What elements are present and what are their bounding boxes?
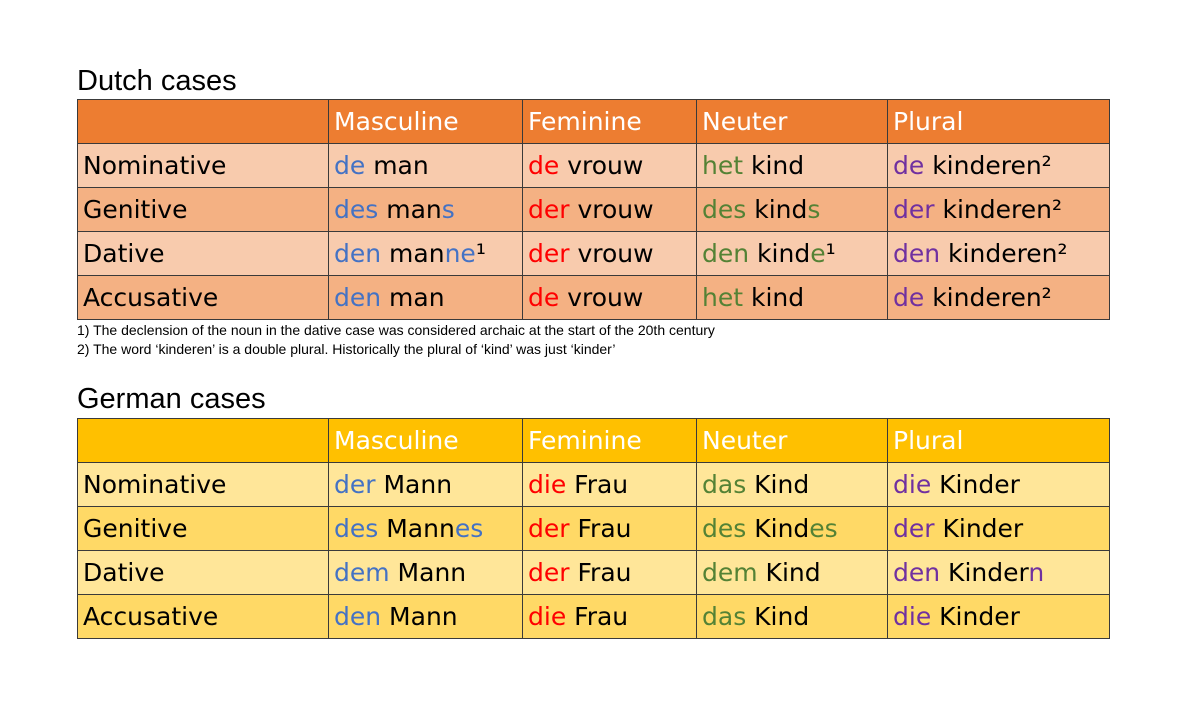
- word-stem: vrouw: [559, 283, 644, 312]
- masculine-ending: ne: [444, 239, 476, 268]
- header-masculine: Masculine: [329, 100, 523, 144]
- masculine-ending: der: [334, 470, 376, 499]
- neuter-ending: das: [702, 470, 747, 499]
- header-corner-cell: [78, 419, 329, 463]
- cell-masculine: [329, 144, 523, 188]
- word-stem: Kind: [757, 558, 821, 587]
- case-label: Nominative: [78, 144, 329, 188]
- cell-neuter: [697, 144, 888, 188]
- cell-masculine: [329, 595, 523, 639]
- header-neuter: Neuter: [697, 419, 888, 463]
- header-row: [78, 419, 1110, 463]
- header-masculine: Masculine: [329, 419, 523, 463]
- cell-neuter: [697, 463, 888, 507]
- cell-feminine: [523, 595, 697, 639]
- german-cases-table: [77, 418, 1110, 639]
- cell-feminine: [523, 507, 697, 551]
- table-row: [78, 463, 1110, 507]
- case-label: Genitive: [78, 507, 329, 551]
- masculine-ending: es: [454, 514, 484, 543]
- feminine-ending: die: [528, 470, 567, 499]
- feminine-ending: de: [528, 151, 560, 180]
- neuter-ending: es: [809, 514, 838, 543]
- word-stem: man: [378, 195, 442, 224]
- case-label: Genitive: [78, 188, 329, 232]
- word-stem: man: [381, 239, 445, 268]
- dutch-cases-table: [77, 99, 1110, 320]
- footnote-2: 2) The word ‘kinderen’ is a double plural. Historically the plural of ‘kind’ was just ‘kinder’: [77, 341, 616, 357]
- word-stem: kind: [743, 151, 805, 180]
- word-stem: ¹: [475, 239, 486, 268]
- cell-feminine: [523, 188, 697, 232]
- word-stem: kinderen²: [924, 283, 1052, 312]
- cell-plural: [888, 144, 1110, 188]
- header-plural: Plural: [888, 419, 1110, 463]
- header-feminine: Feminine: [523, 100, 697, 144]
- table-row: [78, 551, 1110, 595]
- word-stem: vrouw: [569, 195, 654, 224]
- cell-plural: [888, 551, 1110, 595]
- cell-neuter: [697, 595, 888, 639]
- word-stem: Kind: [746, 602, 810, 631]
- cell-feminine: [523, 551, 697, 595]
- feminine-ending: der: [528, 195, 570, 224]
- table-row: [78, 232, 1110, 276]
- word-stem: Kind: [746, 470, 810, 499]
- cell-masculine: [329, 507, 523, 551]
- word-stem: Kinder: [931, 470, 1020, 499]
- word-stem: Frau: [566, 602, 629, 631]
- table-row: [78, 595, 1110, 639]
- case-label: Accusative: [78, 595, 329, 639]
- word-stem: Mann: [381, 602, 458, 631]
- word-stem: Mann: [375, 470, 453, 499]
- word-stem: Mann: [378, 514, 455, 543]
- word-stem: Frau: [569, 514, 632, 543]
- cell-feminine: [523, 276, 697, 320]
- plural-ending: den: [893, 239, 941, 268]
- plural-ending: der: [893, 514, 935, 543]
- cell-neuter: [697, 507, 888, 551]
- neuter-ending: das: [702, 602, 747, 631]
- word-stem: Frau: [566, 470, 629, 499]
- case-label: Dative: [78, 551, 329, 595]
- header-row: [78, 100, 1110, 144]
- cell-feminine: [523, 232, 697, 276]
- masculine-ending: de: [334, 151, 366, 180]
- cell-feminine: [523, 144, 697, 188]
- table-row: [78, 144, 1110, 188]
- german-cases-title: German cases: [77, 383, 266, 415]
- plural-ending: de: [893, 151, 925, 180]
- cell-plural: [888, 232, 1110, 276]
- word-stem: kinderen²: [924, 151, 1052, 180]
- masculine-ending: des: [334, 514, 379, 543]
- neuter-ending: dem: [702, 558, 758, 587]
- cell-neuter: [697, 276, 888, 320]
- dutch-cases-title: Dutch cases: [77, 65, 237, 97]
- cell-masculine: [329, 463, 523, 507]
- neuter-ending: het: [702, 283, 744, 312]
- cell-masculine: [329, 276, 523, 320]
- feminine-ending: der: [528, 239, 570, 268]
- plural-ending: de: [893, 283, 925, 312]
- cell-masculine: [329, 188, 523, 232]
- word-stem: ¹: [825, 239, 836, 268]
- masculine-ending: den: [334, 602, 382, 631]
- word-stem: Kinder: [931, 602, 1020, 631]
- case-label: Nominative: [78, 463, 329, 507]
- neuter-ending: e: [810, 239, 826, 268]
- word-stem: kind: [743, 283, 805, 312]
- cell-feminine: [523, 463, 697, 507]
- table-row: [78, 507, 1110, 551]
- masculine-ending: dem: [334, 558, 390, 587]
- word-stem: vrouw: [569, 239, 654, 268]
- neuter-ending: s: [807, 195, 821, 224]
- word-stem: kinderen²: [934, 195, 1062, 224]
- cell-neuter: [697, 232, 888, 276]
- header-feminine: Feminine: [523, 419, 697, 463]
- cell-plural: [888, 507, 1110, 551]
- cell-plural: [888, 595, 1110, 639]
- feminine-ending: die: [528, 602, 567, 631]
- word-stem: man: [365, 151, 429, 180]
- word-stem: Kinder: [934, 514, 1024, 543]
- masculine-ending: des: [334, 195, 379, 224]
- cell-masculine: [329, 232, 523, 276]
- cell-neuter: [697, 551, 888, 595]
- plural-ending: der: [893, 195, 935, 224]
- masculine-ending: den: [334, 239, 382, 268]
- header-neuter: Neuter: [697, 100, 888, 144]
- word-stem: vrouw: [559, 151, 644, 180]
- neuter-ending: des: [702, 514, 747, 543]
- masculine-ending: den: [334, 283, 382, 312]
- word-stem: Frau: [569, 558, 632, 587]
- plural-ending: die: [893, 470, 932, 499]
- case-label: Accusative: [78, 276, 329, 320]
- feminine-ending: der: [528, 558, 570, 587]
- word-stem: kind: [746, 195, 808, 224]
- table-row: [78, 276, 1110, 320]
- header-corner-cell: [78, 100, 329, 144]
- neuter-ending: den: [702, 239, 750, 268]
- cell-neuter: [697, 188, 888, 232]
- cell-plural: [888, 276, 1110, 320]
- word-stem: man: [381, 283, 445, 312]
- header-plural: Plural: [888, 100, 1110, 144]
- neuter-ending: des: [702, 195, 747, 224]
- feminine-ending: de: [528, 283, 560, 312]
- plural-ending: die: [893, 602, 932, 631]
- feminine-ending: der: [528, 514, 570, 543]
- word-stem: Kind: [746, 514, 810, 543]
- plural-ending: den: [893, 558, 941, 587]
- word-stem: Mann: [389, 558, 467, 587]
- case-label: Dative: [78, 232, 329, 276]
- word-stem: kind: [749, 239, 811, 268]
- cell-masculine: [329, 551, 523, 595]
- cell-plural: [888, 463, 1110, 507]
- footnote-1: 1) The declension of the noun in the dative case was considered archaic at the start of the 20th century: [77, 322, 715, 338]
- word-stem: kinderen²: [940, 239, 1068, 268]
- plural-ending: n: [1028, 558, 1045, 587]
- table-row: [78, 188, 1110, 232]
- masculine-ending: s: [441, 195, 455, 224]
- word-stem: Kinder: [940, 558, 1029, 587]
- cell-plural: [888, 188, 1110, 232]
- neuter-ending: het: [702, 151, 744, 180]
